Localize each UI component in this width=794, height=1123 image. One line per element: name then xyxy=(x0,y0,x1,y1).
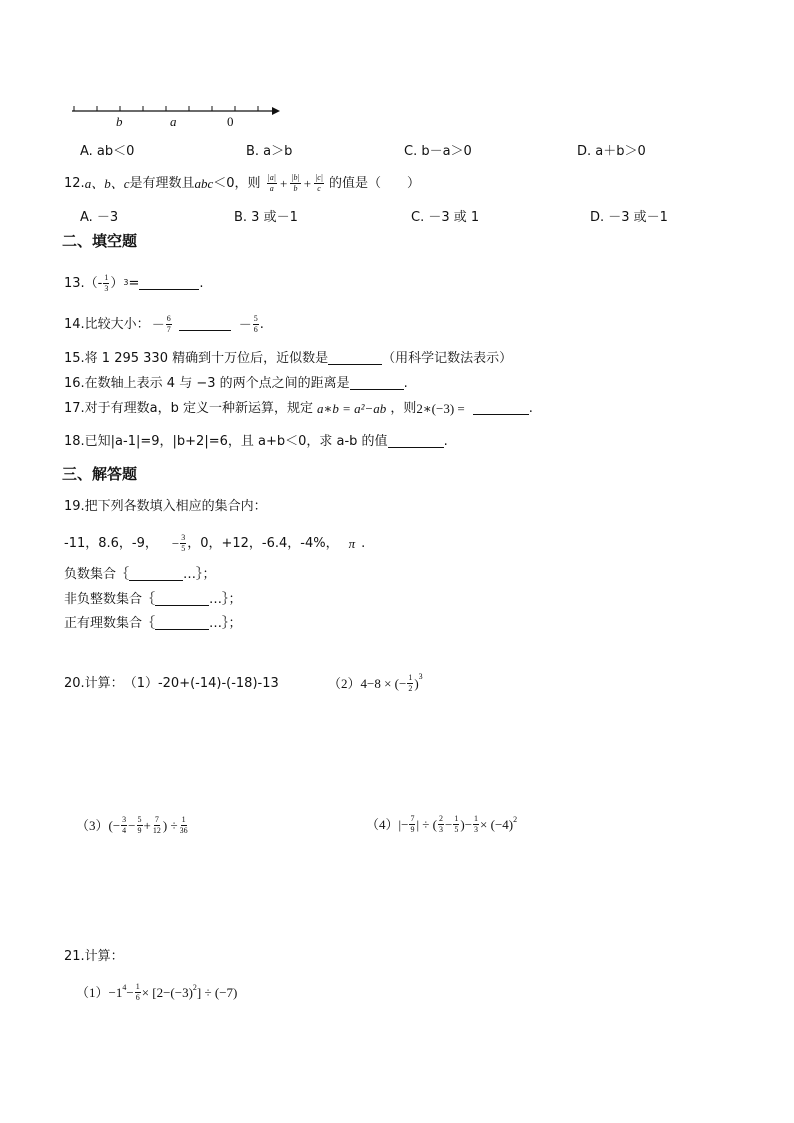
q19-set3-end: …｝； xyxy=(209,616,242,631)
q21-part1-pre: （1）−1 xyxy=(76,984,123,1000)
q13-suffix: ） xyxy=(110,275,124,291)
q19-neg: − xyxy=(171,535,180,551)
q17-formula: a∗b = a²−ab xyxy=(317,401,387,416)
q20-part2: （2）4−8 × (− $\frac{1}{2}$ ) $^3$ xyxy=(328,672,423,693)
q17-answer-blank[interactable] xyxy=(473,402,529,415)
q21-part1-fraction: $\frac{1}{6}$ xyxy=(135,981,140,1002)
q14-neg2: － xyxy=(238,316,252,332)
q20-part4-op2: − xyxy=(445,816,453,832)
q17-end: . xyxy=(528,401,533,416)
q12-fraction-b: $\frac{|b|}{b}$ xyxy=(291,172,300,193)
q19-title: 19.把下列各数填入相应的集合内： xyxy=(64,499,267,514)
q21-part1-post: ] ÷ (−7) xyxy=(196,984,238,1000)
q17-expression: 2∗(−3) = xyxy=(416,401,465,416)
q12-option-d[interactable]: D. －3 或－1 xyxy=(590,210,668,225)
q20-part4-post: × (−4) xyxy=(480,816,514,832)
q21-part1-op: − xyxy=(126,984,134,1000)
q14-answer-blank[interactable] xyxy=(179,318,231,331)
q11-option-a[interactable]: A. ab＜0 xyxy=(80,144,135,159)
q17-mid: ，则 xyxy=(390,401,417,416)
q20-part3-op3: ) ÷ xyxy=(162,817,178,833)
q19-set3-blank[interactable] xyxy=(155,617,209,630)
number-line-label-a: a xyxy=(170,114,177,129)
q11-option-d[interactable]: D. a＋b＞0 xyxy=(577,144,646,159)
q18-answer-blank[interactable] xyxy=(388,435,444,448)
q14-prefix: 14.比较大小： xyxy=(64,316,150,332)
q20-part3 xyxy=(76,813,190,837)
q15-suffix: （用科学记数法表示） xyxy=(382,351,513,366)
q13-end: . xyxy=(199,275,204,291)
q12-condition: abc xyxy=(194,175,214,191)
q20-part4-pre: （4）|− xyxy=(366,816,409,832)
q19-list-post: ，0，+12，-6.4，-4%， xyxy=(187,535,339,551)
q19-number-list xyxy=(64,532,365,554)
q12-plus: + xyxy=(303,175,312,191)
q16 xyxy=(64,377,408,390)
q12-option-b[interactable]: B. 3 或－1 xyxy=(234,210,298,225)
q20-part3-fraction-2: $\frac{5}{9}$ xyxy=(137,814,142,835)
q11-option-c[interactable]: C. b－a＞0 xyxy=(404,144,472,159)
q19-set-negative xyxy=(64,568,216,581)
q16-end: . xyxy=(403,376,408,391)
q20-part1: （1）-20+(-14)-(-18)-13 xyxy=(123,675,279,691)
q12-vars: a、b、c xyxy=(84,175,130,191)
q20-part3-fraction-3: $\frac{7}{12}$ xyxy=(152,814,161,835)
q21-title: 21.计算： xyxy=(64,949,124,964)
q20-part4-fraction-3: $\frac{1}{5}$ xyxy=(454,813,459,834)
q14-end: . xyxy=(259,316,264,332)
q12-option-a[interactable]: A. －3 xyxy=(80,210,119,225)
q16-answer-blank[interactable] xyxy=(350,377,404,390)
q20-part2-post: ) xyxy=(414,675,419,691)
q20-part4-op1: | ÷ ( xyxy=(416,816,438,832)
q13-fraction: $\frac{1}{3}$ xyxy=(104,272,109,293)
q12-text1: 是有理数且 xyxy=(129,175,195,191)
q21-part1-mid: × [2−(−3) xyxy=(141,984,193,1000)
q20-part2-fraction: $\frac{1}{2}$ xyxy=(408,672,413,693)
q20-part3-op2: + xyxy=(143,817,151,833)
q17 xyxy=(64,402,533,415)
q15-text: 15.将 1 295 330 精确到十万位后，近似数是 xyxy=(64,351,329,366)
q19-pi: π xyxy=(348,535,356,551)
q20-part4-fraction-2: $\frac{2}{3}$ xyxy=(439,813,444,834)
q20-part3-op1: − xyxy=(128,817,136,833)
q12-plus: + xyxy=(279,175,288,191)
q13-prefix: 13.（- xyxy=(64,275,103,291)
q14-fraction-2: $\frac{5}{6}$ xyxy=(253,313,258,334)
q12-text2: ＜0，则 xyxy=(213,175,261,191)
q20-part3-pre: （3）(− xyxy=(76,817,121,833)
q18-text: 18.已知|a-1|=9，|b+2|=6，且 a+b＜0，求 a-b 的值 xyxy=(64,434,388,449)
q16-text: 16.在数轴上表示 4 与 −3 的两个点之间的距离是 xyxy=(64,376,350,391)
q12-text3: 的值是（ ） xyxy=(329,175,421,191)
q18-end: . xyxy=(443,434,448,449)
q12-fraction-a: $\frac{|a|}{a}$ xyxy=(267,172,276,193)
q12-option-c[interactable]: C. －3 或 1 xyxy=(411,210,480,225)
q20-part4-op3: )− xyxy=(460,816,473,832)
q19-set-pos-rational xyxy=(64,617,242,630)
number-line-label-zero: 0 xyxy=(227,114,234,129)
q14 xyxy=(64,313,264,335)
q18 xyxy=(64,435,448,448)
q12-prefix: 12. xyxy=(64,175,85,191)
q20-title: 20.计算： xyxy=(64,675,124,691)
q20-part3-fraction-1: $\frac{3}{4}$ xyxy=(122,814,127,835)
q19-set2-end: …｝； xyxy=(209,592,242,607)
q12-fraction-c: $\frac{|c|}{c}$ xyxy=(315,172,323,193)
q20-line1 xyxy=(64,672,279,694)
number-line-label-b: b xyxy=(116,114,123,129)
q19-set3-label: 正有理数集合｛ xyxy=(64,616,156,631)
q19-fraction: $\frac{3}{5}$ xyxy=(181,532,186,553)
q20-part3-fraction-4: $\frac{1}{36}$ xyxy=(179,814,188,835)
q19-set-nonneg-int xyxy=(64,593,242,606)
q20-part4-fraction-1: $\frac{7}{9}$ xyxy=(410,813,415,834)
q19-set1-label: 负数集合｛ xyxy=(64,567,130,582)
q19-dot: . xyxy=(361,535,366,551)
q20-part4: （4）|− $\frac{7}{9}$ | ÷ ( $\frac{2}{3}$ − $\frac{1}{5}$ )− $\frac{1}{3}$ × (−4) $^2$ xyxy=(366,813,518,834)
q13-answer-blank[interactable] xyxy=(139,277,199,290)
q19-set1-blank[interactable] xyxy=(129,568,183,581)
q19-list-pre: -11，8.6，-9， xyxy=(64,535,158,551)
q14-fraction-1: $\frac{6}{7}$ xyxy=(166,313,171,334)
q21-part1: （1）−1 $^4$ − $\frac{1}{6}$ × [2−(−3) $^2$ ] ÷ (−7) xyxy=(76,981,238,1002)
q13: 13.（- $\frac{1}{3}$ ） 3 = . xyxy=(64,272,204,293)
q19-set1-end: …｝； xyxy=(183,567,216,582)
q20-part2-pre: （2）4−8 × (− xyxy=(328,675,407,691)
q14-neg1: － xyxy=(151,316,165,332)
q19-set2-blank[interactable] xyxy=(155,593,209,606)
q17-text: 17.对于有理数a，b 定义一种新运算，规定 xyxy=(64,401,314,416)
q13-equals: = xyxy=(128,275,140,291)
q15 xyxy=(64,352,512,365)
q15-answer-blank[interactable] xyxy=(328,352,382,365)
q11-option-b[interactable]: B. a＞b xyxy=(246,144,293,159)
section-answer-title: 三、解答题 xyxy=(62,465,138,483)
q20-part4-fraction-4: $\frac{1}{3}$ xyxy=(474,813,479,834)
q19-set2-label: 非负整数集合｛ xyxy=(64,592,156,607)
section-fill-in-title: 二、填空题 xyxy=(62,232,138,250)
q12-stem xyxy=(64,172,420,194)
